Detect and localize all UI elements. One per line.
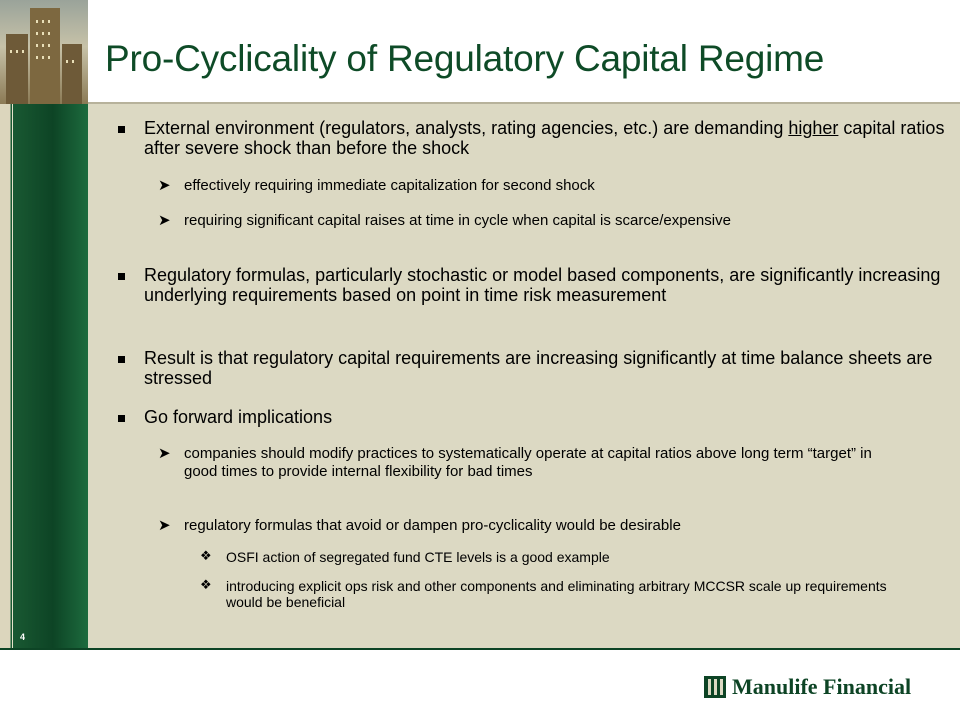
page-number: 4 [20, 632, 26, 642]
manulife-logo-icon [704, 676, 726, 698]
slide-title: Pro-Cyclicality of Regulatory Capital Regime [105, 38, 825, 79]
square-bullet-icon [118, 273, 125, 280]
sub-bullet-text: effectively requiring immediate capitalization for second shock [184, 177, 595, 194]
sub-sub-bullet-text: introducing explicit ops risk and other components and eliminating arbitrary MCCSR scale up requirements would be beneficial [226, 578, 887, 610]
manulife-logo [704, 672, 911, 702]
sub-bullet-text: requiring significant capital raises at time in cycle when capital is scarce/expensive [184, 212, 731, 229]
sub-bullet-text: regulatory formulas that avoid or dampen pro-cyclicality would be desirable [184, 517, 681, 534]
bullet-text: External environment (regulators, analysts, rating agencies, etc.) are demanding higher capital ratios after severe shock than before the shock [144, 118, 945, 158]
bullet-text: Regulatory formulas, particularly stochastic or model based components, are significantly increasing underlying requirements based on point in time risk measurement [144, 265, 941, 305]
footer-divider [0, 648, 960, 650]
square-bullet-icon [118, 126, 125, 133]
arrow-bullet-icon: ➤ [158, 212, 171, 229]
sub-bullet-text: companies should modify practices to systematically operate at capital ratios above long term “target” in good times to provide internal flexibility for bad times [184, 445, 872, 480]
arrow-bullet-icon: ➤ [158, 445, 171, 462]
diamond-bullet-icon: ❖ [200, 577, 212, 592]
building-photo [0, 0, 88, 104]
square-bullet-icon [118, 356, 125, 363]
diamond-bullet-icon: ❖ [200, 548, 212, 563]
left-sidebar-bar [0, 104, 88, 648]
bullet-text: Go forward implications [144, 407, 333, 427]
square-bullet-icon [118, 415, 125, 422]
sub-sub-bullet-text: OSFI action of segregated fund CTE levels is a good example [226, 549, 610, 565]
content-panel [88, 104, 960, 648]
arrow-bullet-icon: ➤ [158, 517, 171, 534]
logo-text: Manulife Financial [732, 674, 912, 699]
arrow-bullet-icon: ➤ [158, 177, 171, 194]
bullet-text: Result is that regulatory capital requirements are increasing significantly at time balance sheets are stressed [144, 348, 933, 388]
